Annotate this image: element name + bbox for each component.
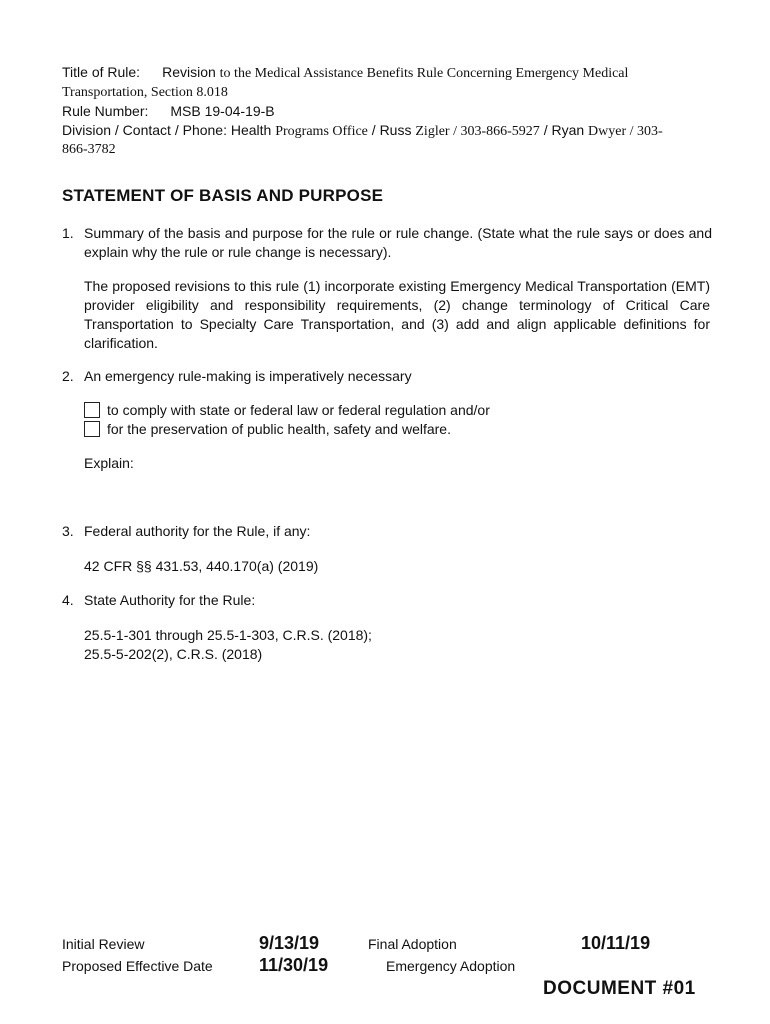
item-1-answer: The proposed revisions to this rule (1) incorporate existing Emergency Medical Transportation (EMT) provider eligibility and responsibility requirements, (2) change terminology of Critical Care Transportation to Specialty Care Transportation, and (3) add and align applicable definitions for clarification. [84, 278, 710, 351]
contact-line [62, 121, 712, 142]
rule-header [62, 63, 712, 160]
item-number: 3. [62, 523, 74, 539]
checkbox[interactable] [84, 421, 100, 437]
title-line [62, 63, 712, 84]
explain-label: Explain: [84, 455, 134, 471]
title-text: to the Medical Assistance Benefits Rule Concerning Emergency Medical [219, 66, 629, 81]
contact-person-2: Dwyer / 303- [588, 123, 663, 139]
rule-number-value: MSB 19-04-19-B [170, 103, 275, 119]
contact-sep-2: / Ryan [543, 121, 585, 138]
initial-review-date: 9/13/19 [259, 933, 320, 953]
contact-sep-1: / Russ [371, 121, 412, 138]
item-question: An emergency rule-making is imperatively necessary [84, 368, 412, 384]
rule-number-label: Rule Number: [62, 103, 149, 119]
initial-review-label: Initial Review [62, 936, 145, 952]
contact-health: Health [230, 121, 272, 138]
item-number: 2. [62, 368, 74, 384]
contact-office: Programs Office [275, 123, 368, 139]
final-adoption-label: Final Adoption [368, 936, 457, 952]
item-3 [62, 522, 712, 541]
checkbox[interactable] [84, 402, 100, 418]
contact-label: Division / Contact / Phone: [62, 121, 227, 138]
checkbox-label: to comply with state or federal law or federal regulation and/or [107, 402, 490, 418]
rule-number-line [62, 102, 712, 121]
title-lead: Revision [162, 64, 216, 80]
item-number: 1. [62, 225, 74, 241]
item-4-answer-line-2: 25.5-5-202(2), C.R.S. (2018) [84, 646, 263, 662]
proposed-effective-date: 11/30/19 [259, 955, 329, 975]
item-3-answer: 42 CFR §§ 431.53, 440.170(a) (2019) [84, 558, 319, 574]
emergency-adoption-label: Emergency Adoption [386, 958, 516, 974]
checkbox-label: for the preservation of public health, safety and welfare. [107, 421, 451, 437]
checkbox-row-law[interactable] [84, 401, 490, 420]
document-number: DOCUMENT #01 [543, 978, 696, 999]
proposed-effective-label: Proposed Effective Date [62, 958, 213, 974]
item-question: Federal authority for the Rule, if any: [84, 523, 311, 539]
item-question: Summary of the basis and purpose for the rule or rule change. (State what the rule says or does and explain why the rule or rule change is necessary). [84, 225, 712, 260]
item-4-answer-line-1: 25.5-1-301 through 25.5-1-303, C.R.S. (2018); [84, 627, 372, 643]
checkbox-row-public-health[interactable] [84, 420, 451, 439]
item-number: 4. [62, 592, 74, 608]
title-line-2: Transportation, Section 8.018 [62, 84, 228, 100]
contact-person-1: Zigler / 303-866-5927 [415, 123, 540, 139]
item-2 [62, 367, 712, 386]
item-question: State Authority for the Rule: [84, 592, 256, 608]
section-heading: STATEMENT OF BASIS AND PURPOSE [62, 186, 384, 205]
item-4 [62, 591, 712, 610]
item-1 [62, 224, 712, 262]
contact-line-2: 866-3782 [62, 142, 116, 157]
title-label: Title of Rule: [62, 64, 141, 80]
final-adoption-date: 10/11/19 [581, 933, 651, 953]
